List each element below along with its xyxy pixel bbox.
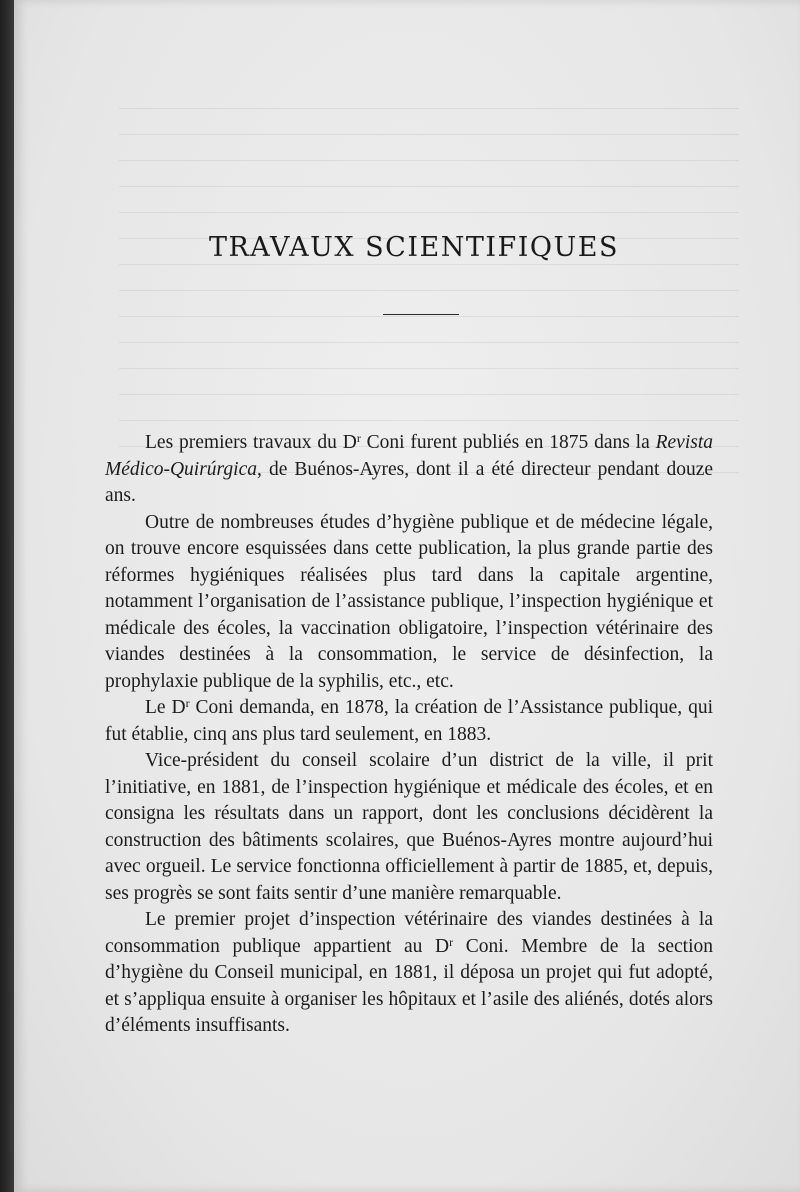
- paragraph-1: [105, 430, 713, 510]
- p1-text-c: , de Buénos-Ayres, dont il a été directeur pendant douze ans.: [105, 458, 713, 506]
- scan-left-edge: [0, 0, 14, 1192]
- p1-text-a: Les premiers travaux du D: [145, 432, 357, 453]
- p5-superscript: r: [449, 934, 454, 949]
- p3-superscript: r: [185, 696, 190, 710]
- paragraph-3: [105, 695, 713, 748]
- p1-text-b: Coni furent publiés en 1875 dans la: [360, 432, 656, 453]
- p3-text-b: Coni demanda, en 1878, la création de l’Assistance publique, qui fut établie, cinq ans plus tard seulement, en 1883.: [105, 697, 714, 745]
- body-text: [105, 430, 713, 1040]
- title-rule: [383, 314, 459, 315]
- journal-title: Revista Médico-Quirúrgica: [105, 432, 713, 480]
- page-title: TRAVAUX SCIENTIFIQUES: [208, 232, 620, 263]
- paragraph-4: Vice-président du conseil scolaire d’un district de la ville, il prit l’initiative, en 1881, de l’inspection hygiénique et médicale des écoles, et en consigna les résultats dans un rapport, dont les conclusions décidèrent la construction des bâtiments scolaires, que Buénos-Ayres montre aujourd’hui avec orgueil. Le service fonctionna officiellement à partir de 1885, et, depuis, ses progrès se sont faits sentir d’une manière remarquable.: [105, 750, 713, 904]
- paragraph-2: Outre de nombreuses études d’hygiène publique et de médecine légale, on trouve encore esquissées dans cette publication, la plus grande partie des réformes hygiéniques réalisées plus tard dans la capitale argentine, notamment l’organisation de l’assistance publique, l’inspection hygiénique et médicale des écoles, la vaccination obligatoire, l’inspection vétérinaire des viandes destinées à la consommation, le service de désinfection, la prophylaxie publique de la syphilis, etc., etc.: [105, 511, 713, 692]
- paragraph-5: [105, 907, 713, 1040]
- p5-text-b: Coni. Membre de la section d’hygiène du Conseil municipal, en 1881, il déposa un projet qui fut adopté, et s’appliqua ensuite à organiser les hôpitaux et l’asile des aliénés, dotés alors d’éléments insuffisants.: [105, 935, 713, 1036]
- p3-text-a: Le D: [145, 697, 186, 718]
- p5-text-a: Le premier projet d’inspection vétérinaire des viandes destinées à la consommation publique appartient au D: [105, 909, 713, 957]
- p1-superscript: r: [356, 431, 361, 445]
